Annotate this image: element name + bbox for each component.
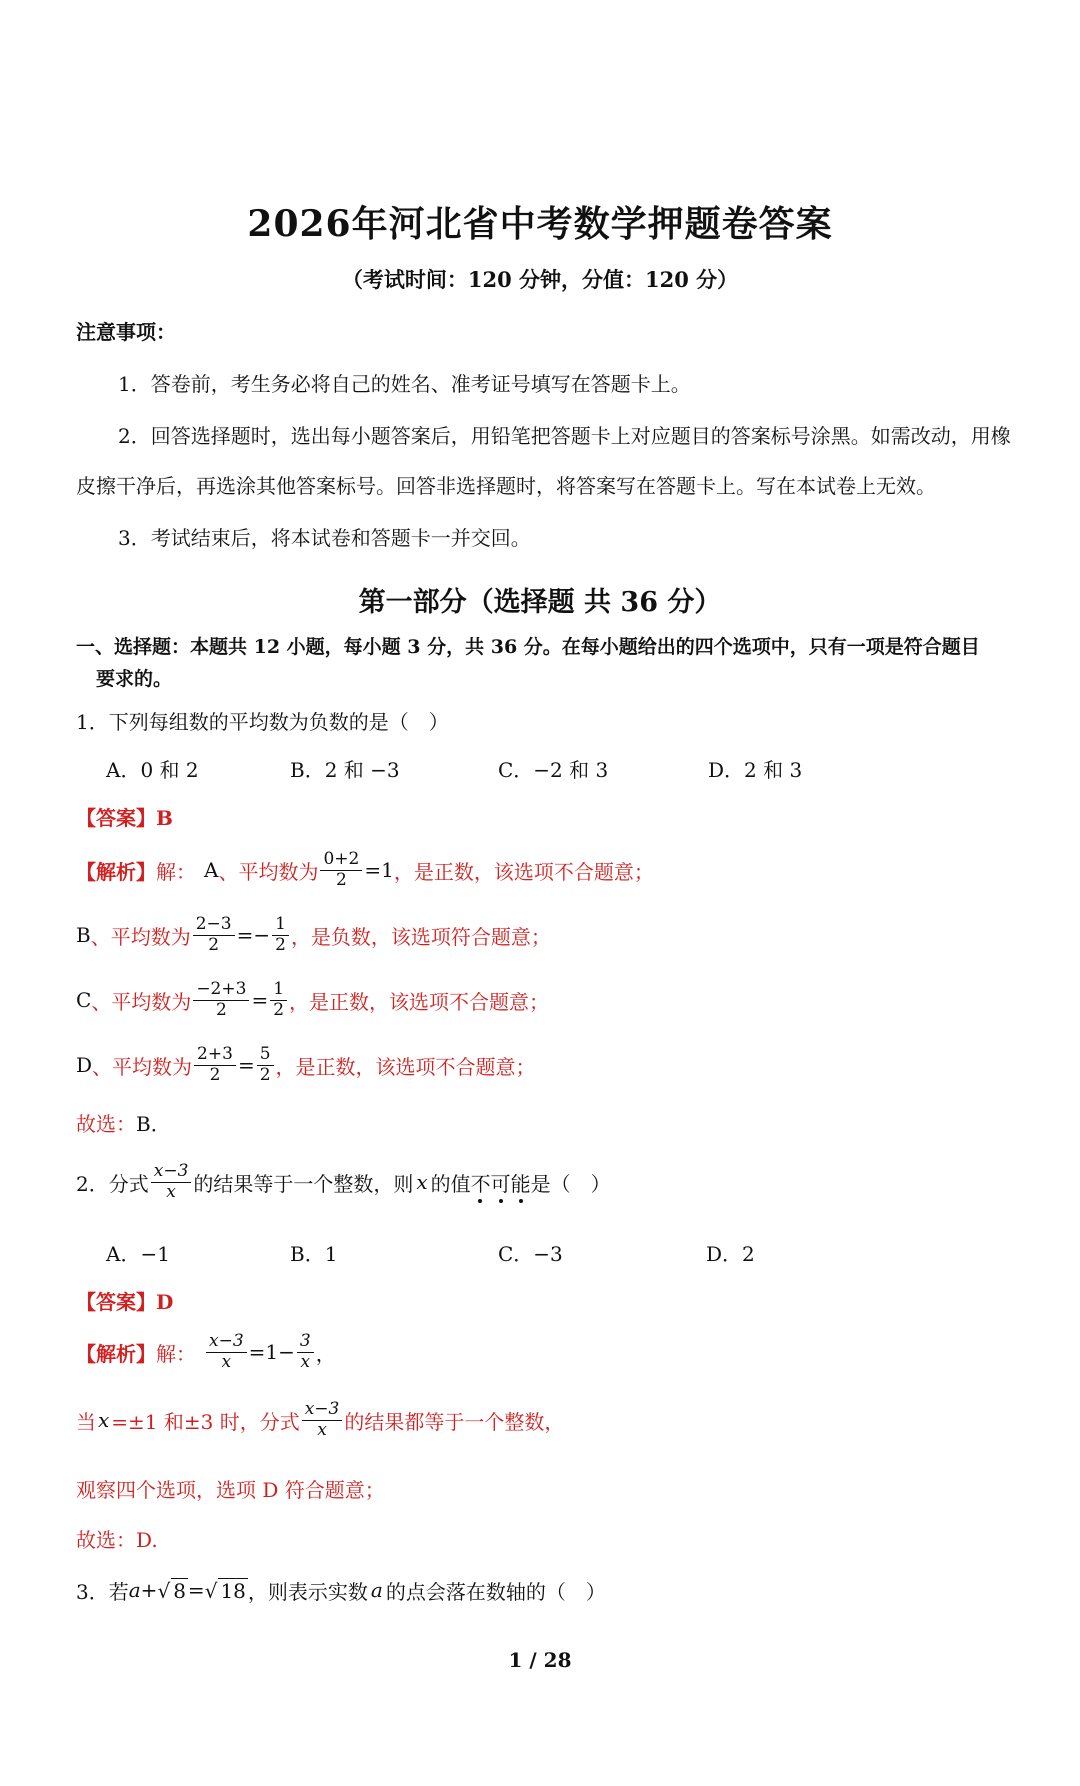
analysis-jie: 解： <box>156 859 196 884</box>
q1-analysis-a <box>76 840 654 900</box>
fraction-denominator: 2 <box>209 1064 221 1085</box>
q2-analysis-line-3: 观察四个选项，选项 D 符合题意； <box>76 1478 385 1502</box>
sqrt-radicand: 18 <box>220 1578 246 1603</box>
fraction-denominator: 2 <box>273 999 285 1020</box>
option-letter: B <box>76 923 91 947</box>
q2-stem-end: 是（ ） <box>530 1171 611 1196</box>
document-title: 2026年河北省中考数学押题卷答案 <box>247 203 833 245</box>
fraction <box>194 1045 236 1085</box>
equation-result: =1 <box>364 858 394 882</box>
fraction-numerator: x−3 <box>151 1162 192 1183</box>
fraction <box>270 980 287 1020</box>
sqrt-expression: √ 8 <box>157 1578 186 1603</box>
choose-value: B． <box>136 1112 171 1136</box>
q3-stem-end: ，则表示实数 <box>247 1579 368 1604</box>
analysis-text: 当 <box>76 1409 96 1434</box>
fraction-denominator: x <box>317 1419 327 1440</box>
notice-item-3: 3．考试结束后，将本试卷和答题卡一并交回。 <box>118 526 531 550</box>
emphasis-dotted-text <box>471 1168 531 1197</box>
equation-sign: =1− <box>248 1340 295 1364</box>
fraction-denominator: 2 <box>208 934 220 955</box>
q2-stem-mid2: 的值 <box>430 1171 471 1196</box>
q2-stem-prefix: 2．分式 <box>76 1171 149 1196</box>
q2-analysis-line-1 <box>76 1320 336 1384</box>
q2-choose: 故选：D. <box>76 1528 158 1552</box>
sqrt-expression: √ 18 <box>204 1578 246 1603</box>
fraction-denominator: 2 <box>215 999 227 1020</box>
q3-stem-prefix: 3．若 <box>76 1579 129 1604</box>
q2-option-c: C．−3 <box>498 1242 563 1266</box>
analysis-text: 、平均数为 <box>92 1054 193 1079</box>
q2-option-a: A．−1 <box>106 1242 170 1266</box>
punctuation: ， <box>315 1341 336 1366</box>
fraction-denominator: x <box>221 1351 232 1372</box>
analysis-text: 、平均数为 <box>91 989 192 1014</box>
fraction-numerator: 2+3 <box>194 1045 236 1066</box>
page-number: 1 / 28 <box>508 1648 572 1672</box>
choose-label: 故选： <box>76 1112 136 1136</box>
section-intro-line-2: 要求的。 <box>96 668 173 690</box>
analysis-jie: 解： <box>156 1341 196 1366</box>
q1-option-d: D．2 和 3 <box>708 758 803 782</box>
variable-x: x <box>416 1170 428 1194</box>
equals-sign: = <box>187 1578 205 1602</box>
analysis-tag: 【解析】 <box>76 859 156 884</box>
fraction-numerator: −2+3 <box>193 980 249 1001</box>
fraction <box>193 915 235 955</box>
q2-answer: 【答案】D <box>76 1290 174 1314</box>
fraction-numerator: 0+2 <box>320 850 362 871</box>
analysis-text: ，是正数，该选项不合题意； <box>275 1054 536 1079</box>
analysis-text: =±1 和±3 时，分式 <box>111 1409 300 1434</box>
q2-stem-mid: 的结果等于一个整数，则 <box>193 1171 414 1196</box>
q1-option-b: B．2 和 −3 <box>290 758 400 782</box>
fraction-numerator: 5 <box>257 1045 274 1066</box>
fraction-denominator: 2 <box>335 869 347 890</box>
section-intro-line-1: 一、选择题：本题共 12 小题，每小题 3 分，共 36 分。在每小题给出的四个选项中，只有一项是符合题目 <box>76 636 980 658</box>
variable-a: a <box>128 1578 141 1602</box>
q2-option-b: B．1 <box>290 1242 338 1266</box>
analysis-text: ，是正数，该选项不合题意； <box>393 859 654 884</box>
q1-analysis-c <box>76 970 549 1030</box>
analysis-text: 、平均数为 <box>90 924 191 949</box>
fraction <box>297 1332 314 1372</box>
emphasis-text: 不可能 <box>470 1171 531 1196</box>
fraction <box>320 850 362 890</box>
fraction <box>206 1332 247 1372</box>
analysis-text: 、平均数为 <box>218 859 319 884</box>
q1-analysis-b <box>76 905 551 965</box>
fraction-numerator: 1 <box>272 915 289 936</box>
fraction-denominator: x <box>300 1351 311 1372</box>
notice-heading: 注意事项： <box>76 320 176 344</box>
fraction <box>272 915 289 955</box>
q2-option-d: D．2 <box>706 1242 755 1266</box>
q1-answer: 【答案】B <box>76 806 173 830</box>
notice-item-2-line-1: 2．回答选择题时，选出每小题答案后，用铅笔把答题卡上对应题目的答案标号涂黑。如需改动，用橡 <box>118 424 1011 448</box>
fraction-denominator: 2 <box>275 934 286 955</box>
q1-analysis-d <box>76 1035 536 1095</box>
q3-stem <box>76 1570 606 1610</box>
fraction-numerator: x−3 <box>302 1400 343 1421</box>
fraction-numerator: 2−3 <box>193 915 235 936</box>
option-letter: D <box>76 1053 93 1077</box>
fraction-numerator: 1 <box>270 980 287 1001</box>
fraction-numerator: x−3 <box>206 1332 247 1353</box>
plus-sign: + <box>140 1578 158 1602</box>
q1-option-c: C．−2 和 3 <box>498 758 609 782</box>
q1-choose <box>76 1108 171 1137</box>
emphasis-dot <box>478 1199 482 1203</box>
fraction <box>257 1045 274 1085</box>
option-letter: A <box>204 858 219 882</box>
equation-sign: =− <box>236 923 271 947</box>
fraction-numerator: 3 <box>297 1332 314 1353</box>
exam-info: （考试时间：120 分钟，分值：120 分） <box>341 267 739 292</box>
section-title: 第一部分（选择题 共 36 分） <box>358 587 722 618</box>
fraction <box>302 1400 343 1440</box>
q2-stem <box>76 1150 611 1214</box>
fraction-denominator: x <box>166 1181 176 1202</box>
emphasis-dot <box>519 1199 523 1203</box>
notice-item-2-line-2: 皮擦干净后，再选涂其他答案标号。回答非选择题时，将答案写在答题卡上。写在本试卷上无效。 <box>76 474 936 498</box>
q1-option-a: A．0 和 2 <box>106 758 199 782</box>
variable-x: x <box>98 1408 110 1432</box>
q3-stem-end2: 的点会落在数轴的（ ） <box>385 1579 606 1604</box>
emphasis-dot <box>499 1199 503 1203</box>
fraction <box>151 1162 192 1202</box>
fraction-denominator: 2 <box>259 1064 271 1085</box>
analysis-text: ，是正数，该选项不合题意； <box>289 989 550 1014</box>
equation-sign: = <box>237 1053 255 1077</box>
variable-a: a <box>370 1578 383 1602</box>
fraction <box>193 980 249 1020</box>
analysis-text: ，是负数，该选项符合题意； <box>290 924 551 949</box>
option-letter: C <box>76 988 92 1012</box>
equation-sign: = <box>251 988 269 1012</box>
q1-stem: 1．下列每组数的平均数为负数的是（ ） <box>76 710 449 734</box>
notice-item-1: 1．答卷前，考生务必将自己的姓名、准考证号填写在答题卡上。 <box>118 372 691 396</box>
sqrt-radicand: 8 <box>173 1578 186 1603</box>
analysis-text: 的结果都等于一个整数， <box>344 1409 565 1434</box>
q2-analysis-line-2 <box>76 1388 564 1452</box>
analysis-tag: 【解析】 <box>76 1341 156 1366</box>
